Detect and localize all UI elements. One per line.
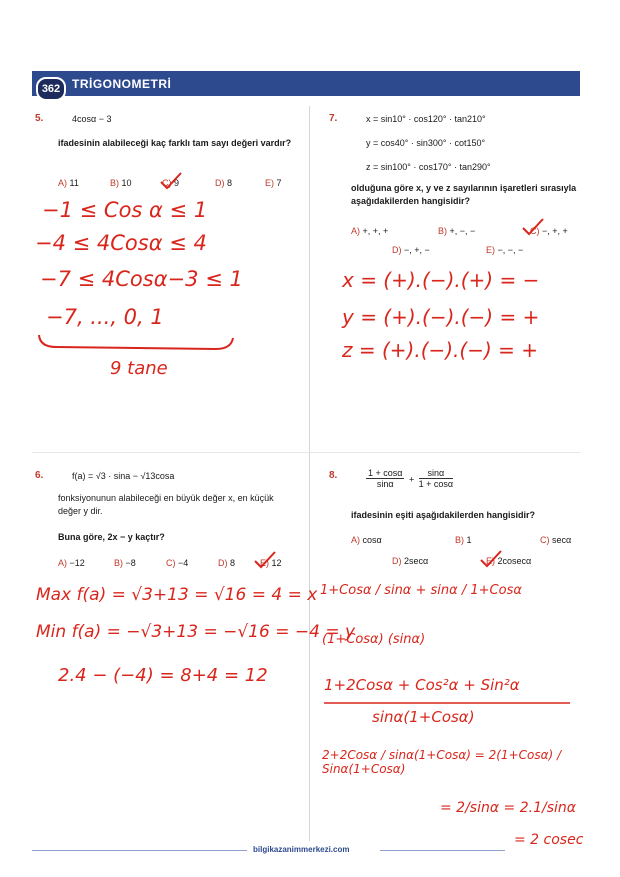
page-number-badge: 362 xyxy=(36,77,66,101)
page-title: TRİGONOMETRİ xyxy=(72,77,172,91)
q8-work-line-1: 1+Cosα / sinα + sinα / 1+Cosα xyxy=(320,583,522,598)
question-5-number: 5. xyxy=(35,113,44,124)
q5-work-line-3: −7 ≤ 4Cosα−3 ≤ 1 xyxy=(40,267,243,291)
q8-work-line-6: = 2/sinα = 2.1/sinα xyxy=(440,800,576,816)
q6-work-result: 2.4 − (−4) = 8+4 = 12 xyxy=(58,665,268,686)
column-divider xyxy=(309,106,310,841)
question-6-option-c[interactable]: C) −4 xyxy=(166,558,189,568)
question-6-function: f(a) = √3 · sina − √13cosa xyxy=(72,471,175,481)
q7-work-z: z = (+).(−).(−) = + xyxy=(342,338,539,362)
question-7-line-x: x = sin10° · cos120° · tan210° xyxy=(366,114,486,124)
q7-work-y: y = (+).(−).(−) = + xyxy=(342,305,540,329)
question-8-option-c[interactable]: C) secα xyxy=(540,535,572,545)
question-5-option-e[interactable]: E) 7 xyxy=(265,178,282,188)
answer-mark-q7 xyxy=(520,216,546,238)
question-5-expression: 4cosα − 3 xyxy=(72,114,112,124)
question-5-option-c[interactable]: C) 9 xyxy=(162,178,180,188)
question-8-prompt: ifadesinin eşiti aşağıdakilerden hangisidir? xyxy=(351,510,536,520)
question-5-option-a[interactable]: A) 11 xyxy=(58,178,79,188)
question-7-prompt: olduğuna göre x, y ve z sayılarının işaretleri sırasıyla aşağıdakilerden hangisidir? xyxy=(351,183,577,206)
question-7-option-e[interactable]: E) −, −, − xyxy=(486,245,524,255)
q8-work-line-3: 1+2Cosα + Cos²α + Sin²α xyxy=(324,676,520,694)
answer-mark-q6 xyxy=(252,549,278,571)
question-7-line-z: z = sin100° · cos170° · tan290° xyxy=(366,162,491,172)
question-5-prompt: ifadesinin alabileceği kaç farklı tam sayı değeri vardır? xyxy=(58,138,292,148)
footer-line-right xyxy=(380,850,505,851)
question-6-option-e[interactable]: E) 12 xyxy=(260,558,282,568)
question-6-option-a[interactable]: A) −12 xyxy=(58,558,85,568)
question-7-option-d[interactable]: D) −, +, − xyxy=(392,245,430,255)
footer-line-left xyxy=(32,850,247,851)
question-7-option-c[interactable]: C) −, +, + xyxy=(530,226,568,236)
q8-work-line-5: 2+2Cosα / sinα(1+Cosα) = 2(1+Cosα) / Sinα(1+Cosα) xyxy=(322,748,562,776)
question-6-option-d[interactable]: D) 8 xyxy=(218,558,236,568)
footer-site: bilgikazanimmerkezi.com xyxy=(253,845,350,854)
q8-work-line-2: (1+Cosα) (sinα) xyxy=(322,632,426,647)
q8-fraction-bar-1 xyxy=(322,700,572,706)
question-8-number: 8. xyxy=(329,470,338,481)
question-8-fraction-1: $\frac{1 + \cos\alpha}{\sin\alpha}$ xyxy=(368,468,403,489)
q6-work-min: Min f(a) = −√3+13 = −√16 = −4 = y xyxy=(36,622,356,642)
question-6-prompt: fonksiyonunun alabileceği en büyük değer x, en küçük değer y dir. xyxy=(58,493,274,516)
question-6-number: 6. xyxy=(35,470,44,481)
answer-mark-q5 xyxy=(158,170,184,192)
q5-brace xyxy=(36,332,236,354)
q8-work-line-4: sinα(1+Cosα) xyxy=(372,708,475,726)
q6-work-max: Max f(a) = √3+13 = √16 = 4 = x xyxy=(36,585,318,605)
question-8-option-b[interactable]: B) 1 xyxy=(455,535,472,545)
question-5-option-d[interactable]: D) 8 xyxy=(215,178,233,188)
question-7-option-b[interactable]: B) +, −, − xyxy=(438,226,476,236)
row-divider xyxy=(32,452,580,453)
question-8-option-e[interactable]: E) 2cosecα xyxy=(486,556,532,566)
question-8-fraction-2: $\frac{\sin\alpha}{1 + \cos\alpha}$ xyxy=(418,468,454,489)
q5-work-line-4: −7, ..., 0, 1 xyxy=(46,305,164,329)
question-6-option-b[interactable]: B) −8 xyxy=(114,558,136,568)
question-8-option-a[interactable]: A) cosα xyxy=(351,535,382,545)
question-7-line-y: y = cos40° · sin300° · cot150° xyxy=(366,138,486,148)
q5-work-line-1: −1 ≤ Cos α ≤ 1 xyxy=(42,198,208,222)
question-7-number: 7. xyxy=(329,113,338,124)
q8-work-line-7: = 2 cosec xyxy=(514,832,584,848)
answer-mark-q8 xyxy=(478,548,504,570)
q7-work-x: x = (+).(−).(+) = − xyxy=(342,268,540,292)
question-6-question: Buna göre, 2x − y kaçtır? xyxy=(58,532,165,542)
q5-work-answer: 9 tane xyxy=(110,358,168,379)
question-8-option-d[interactable]: D) 2secα xyxy=(392,556,429,566)
question-7-option-a[interactable]: A) +, +, + xyxy=(351,226,389,236)
question-5-option-b[interactable]: B) 10 xyxy=(110,178,132,188)
q5-work-line-2: −4 ≤ 4Cosα ≤ 4 xyxy=(35,231,207,255)
question-8-expression: $\frac{1 + \cos\alpha}{\sin\alpha}$ + $\frac{\sin\alpha}{1 + \cos\alpha}$ xyxy=(368,468,454,489)
